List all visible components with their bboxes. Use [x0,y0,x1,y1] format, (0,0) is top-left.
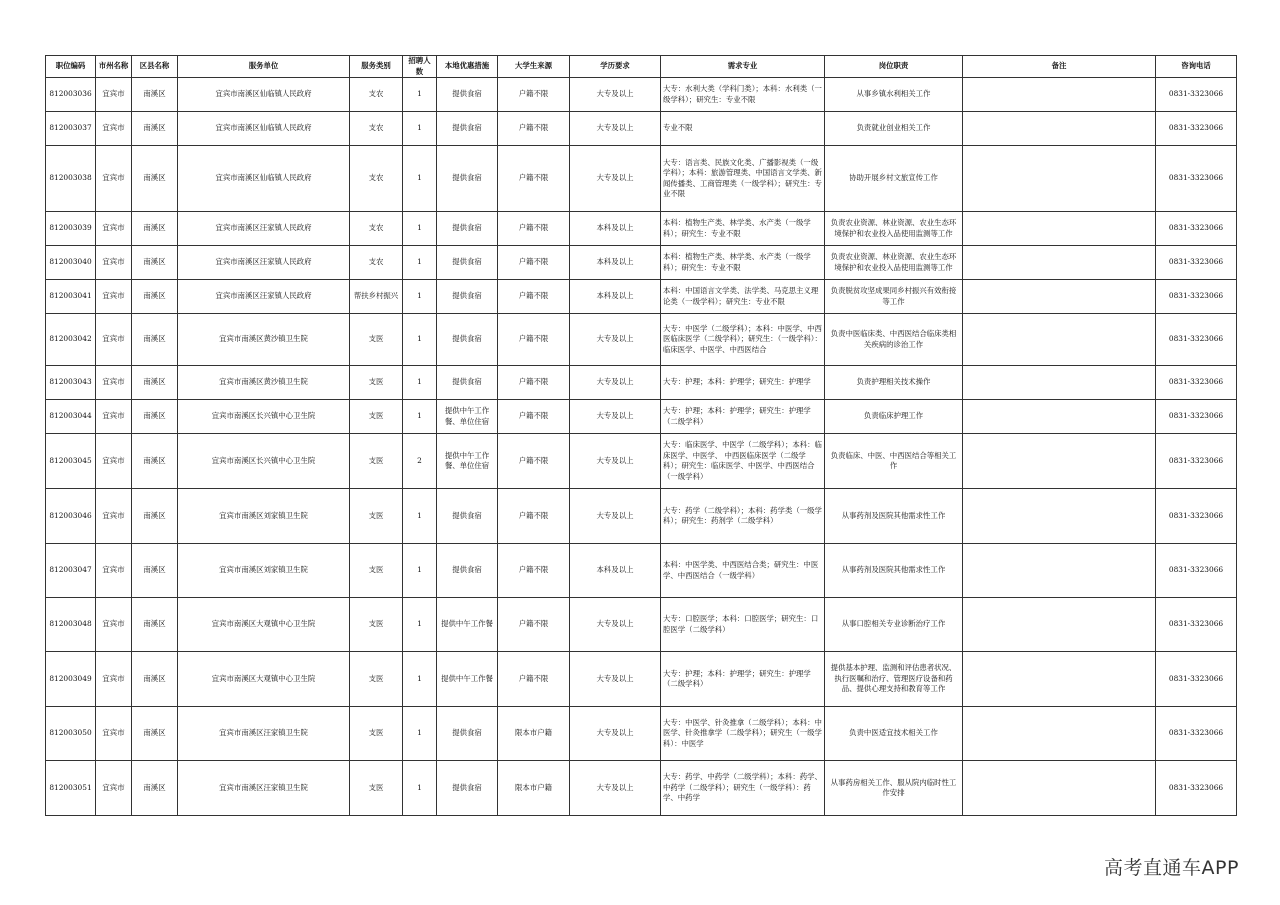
cell-source: 限本市户籍 [498,761,570,816]
cell-code: 812003038 [46,146,96,212]
table-row [46,707,1237,761]
table-row [46,761,1237,816]
table-row [46,544,1237,598]
cell-city: 宜宾市 [96,652,132,707]
header-row [46,56,1237,78]
cell-duty: 协助开展乡村文旅宣传工作 [825,146,963,212]
cell-county: 南溪区 [132,146,178,212]
cell-city: 宜宾市 [96,112,132,146]
cell-duty: 负责中医适宜技术相关工作 [825,707,963,761]
header-county: 区县名称 [132,56,178,78]
cell-edu: 大专及以上 [570,78,661,112]
cell-unit: 宜宾市南溪区汪家镇卫生院 [178,761,350,816]
cell-code: 812003050 [46,707,96,761]
cell-source: 户籍不限 [498,280,570,314]
cell-code: 812003040 [46,246,96,280]
cell-note [963,146,1156,212]
cell-county: 南溪区 [132,400,178,434]
cell-source: 户籍不限 [498,314,570,366]
header-note: 备注 [963,56,1156,78]
cell-benefit: 提供食宿 [437,707,498,761]
cell-note [963,489,1156,544]
cell-phone: 0831-3323066 [1156,544,1237,598]
table-row [46,146,1237,212]
cell-edu: 大专及以上 [570,652,661,707]
cell-county: 南溪区 [132,366,178,400]
cell-source: 户籍不限 [498,544,570,598]
cell-unit: 宜宾市南溪区仙临镇人民政府 [178,78,350,112]
cell-code: 812003039 [46,212,96,246]
cell-edu: 本科及以上 [570,280,661,314]
cell-county: 南溪区 [132,78,178,112]
cell-major: 大专：药学（二级学科）；本科：药学类（一级学科）；研究生：药剂学（二级学科） [661,489,825,544]
cell-duty: 从事药剂及医院其他需求性工作 [825,489,963,544]
cell-category: 支农 [350,146,403,212]
cell-note [963,598,1156,652]
cell-county: 南溪区 [132,489,178,544]
cell-county: 南溪区 [132,761,178,816]
cell-city: 宜宾市 [96,78,132,112]
cell-category: 支医 [350,314,403,366]
cell-source: 户籍不限 [498,78,570,112]
cell-duty: 负责护理相关技术操作 [825,366,963,400]
header-edu: 学历要求 [570,56,661,78]
header-benefit: 本地优惠措施 [437,56,498,78]
cell-benefit: 提供食宿 [437,314,498,366]
table-row [46,489,1237,544]
cell-major: 本科：中医学类、中西医结合类；研究生：中医学、中西医结合（一级学科） [661,544,825,598]
cell-phone: 0831-3323066 [1156,489,1237,544]
cell-count: 1 [403,707,437,761]
cell-benefit: 提供食宿 [437,112,498,146]
cell-count: 1 [403,761,437,816]
watermark-text: 高考直通车APP [1104,857,1239,879]
cell-duty: 负责临床、中医、中西医结合等相关工作 [825,434,963,489]
cell-benefit: 提供食宿 [437,78,498,112]
cell-edu: 大专及以上 [570,707,661,761]
cell-phone: 0831-3323066 [1156,400,1237,434]
cell-note [963,78,1156,112]
cell-source: 户籍不限 [498,212,570,246]
cell-note [963,366,1156,400]
cell-phone: 0831-3323066 [1156,112,1237,146]
cell-note [963,652,1156,707]
cell-edu: 大专及以上 [570,489,661,544]
cell-unit: 宜宾市南溪区长兴镇中心卫生院 [178,434,350,489]
cell-category: 支农 [350,78,403,112]
cell-category: 支农 [350,112,403,146]
cell-benefit: 提供中午工作餐 [437,598,498,652]
cell-note [963,246,1156,280]
cell-unit: 宜宾市南溪区刘家镇卫生院 [178,489,350,544]
cell-duty: 负责农业资源、林业资源、农业生态环境保护和农业投入品使用监测等工作 [825,246,963,280]
cell-category: 支医 [350,366,403,400]
cell-phone: 0831-3323066 [1156,652,1237,707]
header-source: 大学生来源 [498,56,570,78]
cell-city: 宜宾市 [96,146,132,212]
cell-duty: 从事药房相关工作、服从院内临时性工作安排 [825,761,963,816]
cell-major: 本科：植物生产类、林学类、水产类（一级学科）；研究生：专业不限 [661,246,825,280]
table-row [46,246,1237,280]
cell-major: 大专：药学、中药学（二级学科）；本科：药学、中药学（二级学科）；研究生（一级学科）：药学、中药学 [661,761,825,816]
header-major: 需求专业 [661,56,825,78]
cell-phone: 0831-3323066 [1156,598,1237,652]
cell-city: 宜宾市 [96,314,132,366]
cell-phone: 0831-3323066 [1156,78,1237,112]
cell-city: 宜宾市 [96,434,132,489]
cell-code: 812003046 [46,489,96,544]
header-category: 服务类别 [350,56,403,78]
cell-duty: 负责临床护理工作 [825,400,963,434]
cell-major: 大专：口腔医学；本科：口腔医学；研究生：口腔医学（二级学科） [661,598,825,652]
table-row [46,652,1237,707]
cell-count: 1 [403,280,437,314]
cell-benefit: 提供食宿 [437,489,498,544]
cell-count: 1 [403,598,437,652]
cell-city: 宜宾市 [96,544,132,598]
cell-unit: 宜宾市南溪区大观镇中心卫生院 [178,598,350,652]
table-body [46,78,1237,816]
cell-edu: 大专及以上 [570,761,661,816]
cell-major: 大专：护理；本科：护理学；研究生：护理学 [661,366,825,400]
table-row [46,366,1237,400]
cell-code: 812003037 [46,112,96,146]
cell-category: 支农 [350,212,403,246]
cell-major: 大专：临床医学、中医学（二级学科）；本科：临床医学、中医学、 中西医临床医学（二级学科）；研究生：临床医学、中医学、中西医结合（一级学科） [661,434,825,489]
cell-duty: 负责脱贫攻坚成果同乡村振兴有效衔接等工作 [825,280,963,314]
cell-county: 南溪区 [132,212,178,246]
cell-county: 南溪区 [132,280,178,314]
cell-city: 宜宾市 [96,400,132,434]
cell-category: 支医 [350,598,403,652]
cell-duty: 从事药剂及医院其他需求性工作 [825,544,963,598]
cell-edu: 大专及以上 [570,366,661,400]
cell-code: 812003049 [46,652,96,707]
cell-count: 1 [403,246,437,280]
cell-phone: 0831-3323066 [1156,314,1237,366]
cell-unit: 宜宾市南溪区黄沙镇卫生院 [178,366,350,400]
cell-major: 大专：中医学、针灸推拿（二级学科）；本科：中医学、针灸推拿学（二级学科）；研究生（一级学科）：中医学 [661,707,825,761]
cell-source: 户籍不限 [498,434,570,489]
cell-unit: 宜宾市南溪区黄沙镇卫生院 [178,314,350,366]
cell-source: 户籍不限 [498,598,570,652]
cell-count: 2 [403,434,437,489]
cell-category: 支医 [350,489,403,544]
cell-benefit: 提供食宿 [437,544,498,598]
cell-duty: 提供基本护理、监测和评估患者状况、执行医嘱和治疗、管理医疗设备和药品、提供心理支持和教育等工作 [825,652,963,707]
cell-city: 宜宾市 [96,761,132,816]
cell-code: 812003041 [46,280,96,314]
header-code: 职位编码 [46,56,96,78]
cell-duty: 负责农业资源、林业资源、农业生态环境保护和农业投入品使用监测等工作 [825,212,963,246]
cell-county: 南溪区 [132,707,178,761]
header-city: 市州名称 [96,56,132,78]
cell-major: 专业不限 [661,112,825,146]
cell-note [963,400,1156,434]
recruitment-table [45,55,1237,816]
cell-code: 812003036 [46,78,96,112]
cell-benefit: 提供食宿 [437,212,498,246]
cell-major: 大专：中医学（二级学科）；本科：中医学、中西医临床医学（二级学科）；研究生：（一级学科）：临床医学、中医学、中西医结合 [661,314,825,366]
cell-county: 南溪区 [132,246,178,280]
cell-source: 户籍不限 [498,400,570,434]
cell-county: 南溪区 [132,598,178,652]
cell-edu: 大专及以上 [570,112,661,146]
cell-category: 支医 [350,434,403,489]
cell-category: 支医 [350,400,403,434]
cell-city: 宜宾市 [96,489,132,544]
cell-benefit: 提供食宿 [437,246,498,280]
table-row [46,112,1237,146]
table-row [46,78,1237,112]
cell-city: 宜宾市 [96,212,132,246]
cell-major: 大专：语言类、民族文化类、广播影视类（一级学科）；本科：旅游管理类、中国语言文学类、新闻传播类、工商管理类（一级学科）；研究生：专业不限 [661,146,825,212]
cell-source: 户籍不限 [498,246,570,280]
cell-major: 大专：水利大类（学科门类）；本科：水利类（一级学科）；研究生：专业不限 [661,78,825,112]
cell-category: 支医 [350,652,403,707]
cell-phone: 0831-3323066 [1156,434,1237,489]
cell-code: 812003051 [46,761,96,816]
cell-count: 1 [403,78,437,112]
table-row [46,434,1237,489]
cell-code: 812003048 [46,598,96,652]
cell-source: 户籍不限 [498,652,570,707]
cell-code: 812003043 [46,366,96,400]
cell-source: 户籍不限 [498,489,570,544]
cell-edu: 大专及以上 [570,146,661,212]
cell-city: 宜宾市 [96,598,132,652]
cell-phone: 0831-3323066 [1156,366,1237,400]
cell-count: 1 [403,489,437,544]
cell-city: 宜宾市 [96,246,132,280]
cell-category: 帮扶乡村振兴 [350,280,403,314]
cell-benefit: 提供食宿 [437,761,498,816]
cell-code: 812003047 [46,544,96,598]
cell-county: 南溪区 [132,314,178,366]
cell-benefit: 提供食宿 [437,146,498,212]
cell-category: 支医 [350,761,403,816]
cell-note [963,544,1156,598]
cell-note [963,761,1156,816]
cell-note [963,434,1156,489]
cell-code: 812003044 [46,400,96,434]
table-row [46,400,1237,434]
cell-unit: 宜宾市南溪区汪家镇人民政府 [178,280,350,314]
cell-benefit: 提供食宿 [437,280,498,314]
cell-count: 1 [403,314,437,366]
cell-source: 户籍不限 [498,366,570,400]
cell-benefit: 提供中午工作餐 [437,652,498,707]
cell-category: 支医 [350,707,403,761]
cell-note [963,314,1156,366]
cell-count: 1 [403,112,437,146]
cell-source: 户籍不限 [498,146,570,212]
cell-unit: 宜宾市南溪区刘家镇卫生院 [178,544,350,598]
cell-city: 宜宾市 [96,366,132,400]
cell-benefit: 提供食宿 [437,366,498,400]
cell-major: 大专：护理；本科：护理学；研究生：护理学（二级学科） [661,400,825,434]
table-row [46,314,1237,366]
cell-duty: 从事口腔相关专业诊断治疗工作 [825,598,963,652]
cell-code: 812003042 [46,314,96,366]
cell-edu: 大专及以上 [570,314,661,366]
cell-category: 支农 [350,246,403,280]
cell-major: 本科：中国语言文学类、法学类、马克思主义理论类（一级学科）；研究生：专业不限 [661,280,825,314]
cell-edu: 大专及以上 [570,598,661,652]
cell-city: 宜宾市 [96,707,132,761]
cell-edu: 本科及以上 [570,246,661,280]
cell-code: 812003045 [46,434,96,489]
cell-unit: 宜宾市南溪区汪家镇人民政府 [178,212,350,246]
cell-benefit: 提供中午工作餐、单位住宿 [437,434,498,489]
cell-note [963,707,1156,761]
cell-edu: 大专及以上 [570,434,661,489]
table-row [46,598,1237,652]
cell-count: 1 [403,146,437,212]
cell-unit: 宜宾市南溪区长兴镇中心卫生院 [178,400,350,434]
cell-phone: 0831-3323066 [1156,280,1237,314]
cell-phone: 0831-3323066 [1156,146,1237,212]
cell-unit: 宜宾市南溪区仙临镇人民政府 [178,146,350,212]
cell-duty: 负责中医临床类、中西医结合临床类相关疾病的诊治工作 [825,314,963,366]
cell-note [963,112,1156,146]
cell-note [963,212,1156,246]
cell-major: 本科：植物生产类、林学类、水产类（一级学科）；研究生：专业不限 [661,212,825,246]
cell-duty: 负责就业创业相关工作 [825,112,963,146]
header-unit: 服务单位 [178,56,350,78]
cell-county: 南溪区 [132,112,178,146]
cell-edu: 大专及以上 [570,400,661,434]
header-duty: 岗位职责 [825,56,963,78]
cell-note [963,280,1156,314]
cell-phone: 0831-3323066 [1156,212,1237,246]
header-count: 招聘人数 [403,56,437,78]
cell-county: 南溪区 [132,434,178,489]
cell-unit: 宜宾市南溪区汪家镇人民政府 [178,246,350,280]
cell-county: 南溪区 [132,544,178,598]
cell-county: 南溪区 [132,652,178,707]
cell-category: 支医 [350,544,403,598]
cell-count: 1 [403,366,437,400]
table-row [46,212,1237,246]
cell-count: 1 [403,544,437,598]
cell-phone: 0831-3323066 [1156,246,1237,280]
cell-phone: 0831-3323066 [1156,707,1237,761]
cell-source: 限本市户籍 [498,707,570,761]
cell-unit: 宜宾市南溪区大观镇中心卫生院 [178,652,350,707]
cell-phone: 0831-3323066 [1156,761,1237,816]
header-phone: 咨询电话 [1156,56,1237,78]
table-row [46,280,1237,314]
cell-count: 1 [403,212,437,246]
cell-unit: 宜宾市南溪区汪家镇卫生院 [178,707,350,761]
cell-unit: 宜宾市南溪区仙临镇人民政府 [178,112,350,146]
cell-edu: 本科及以上 [570,544,661,598]
cell-count: 1 [403,400,437,434]
cell-count: 1 [403,652,437,707]
cell-benefit: 提供中午工作餐、单位住宿 [437,400,498,434]
cell-source: 户籍不限 [498,112,570,146]
cell-major: 大专：护理；本科：护理学；研究生：护理学（二级学科） [661,652,825,707]
cell-edu: 本科及以上 [570,212,661,246]
cell-duty: 从事乡镇水利相关工作 [825,78,963,112]
cell-city: 宜宾市 [96,280,132,314]
